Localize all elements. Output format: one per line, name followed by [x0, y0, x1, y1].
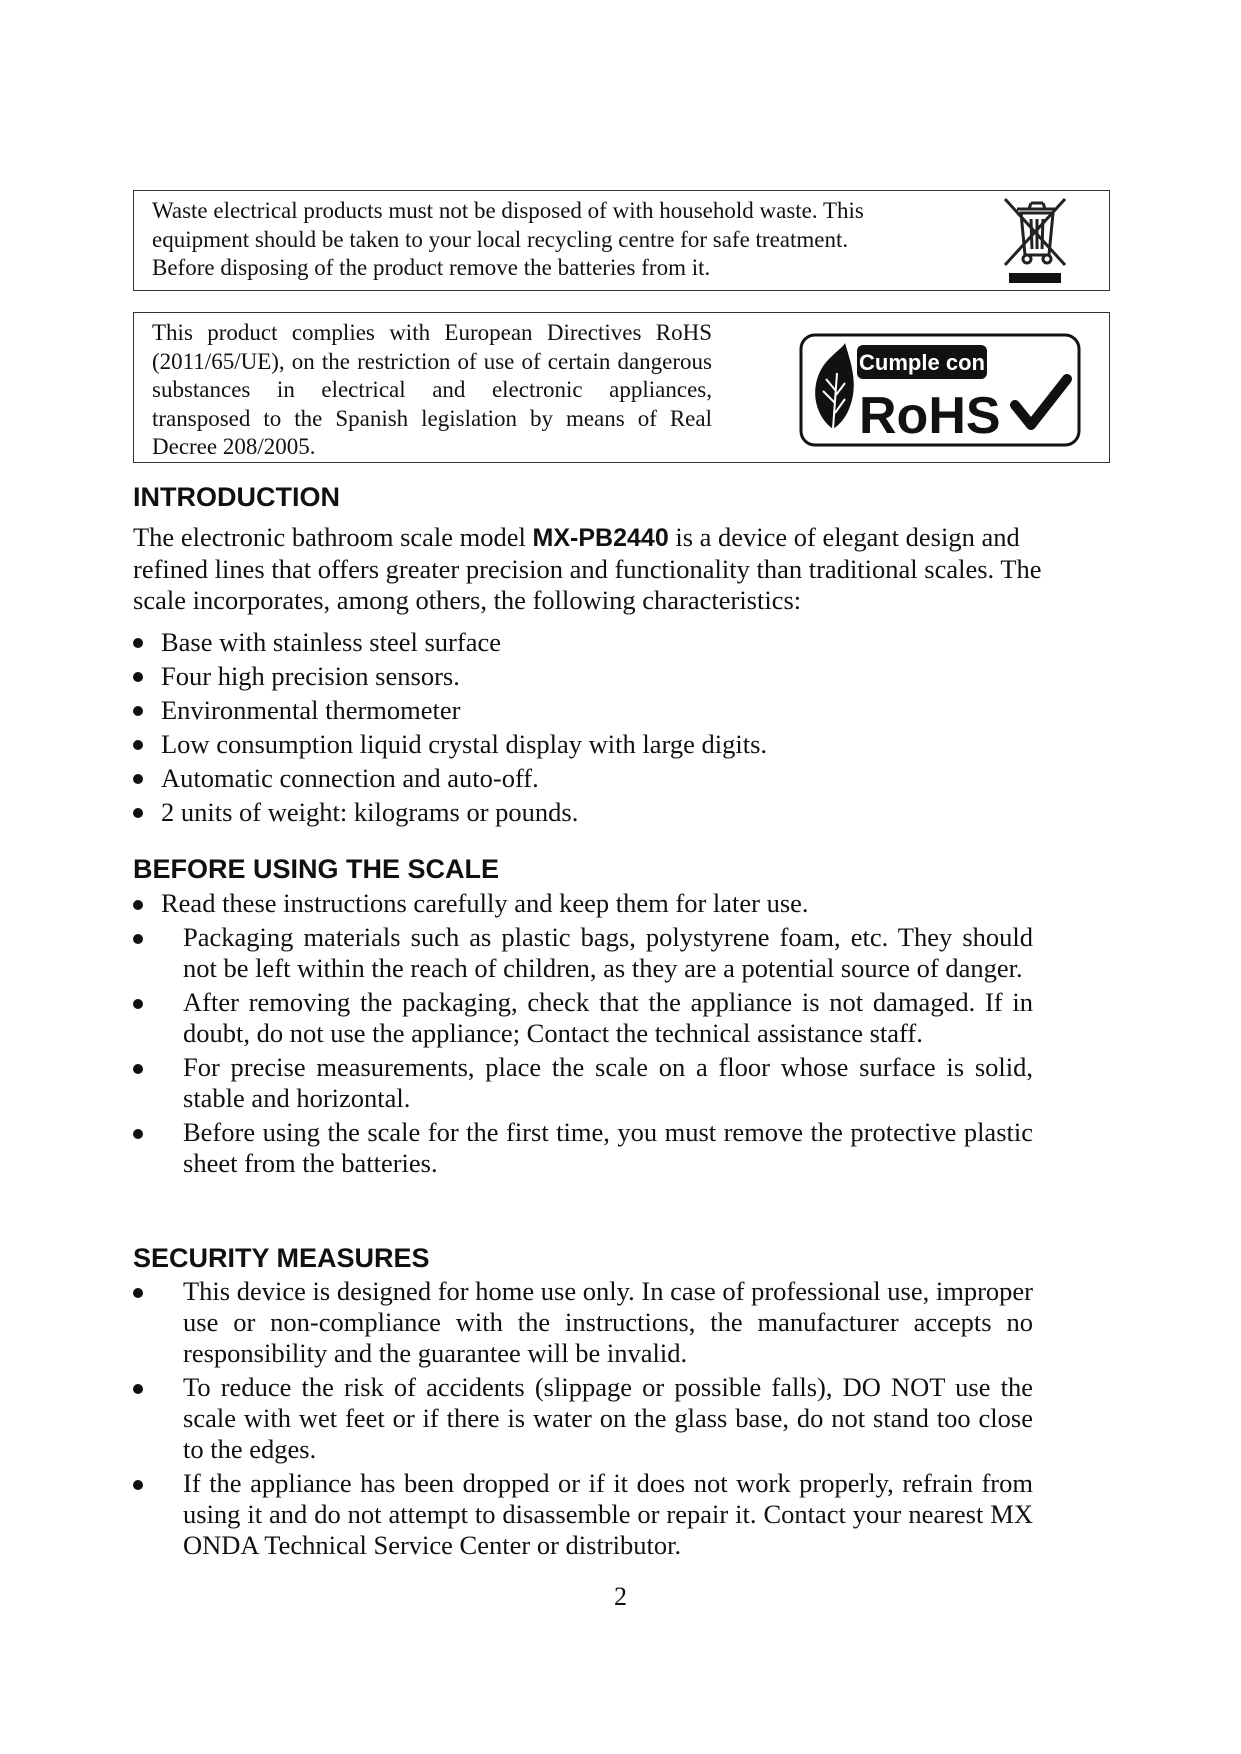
list-item: To reduce the risk of accidents (slippage or possible falls), DO NOT use the scale with wet feet or if there is water on the glass base, do not stand too close to the edges.: [133, 1372, 1033, 1465]
list-item: Read these instructions carefully and keep them for later use.: [133, 888, 1033, 919]
list-item: Four high precision sensors.: [133, 660, 1063, 694]
weee-notice-box: [133, 190, 1110, 291]
characteristics-list: [133, 626, 1063, 830]
list-item: Packaging materials such as plastic bags, polystyrene foam, etc. They should not be left within the reach of children, as they are a potential source of danger.: [133, 922, 1033, 984]
list-item: For precise measurements, place the scale on a floor whose surface is solid, stable and horizontal.: [133, 1052, 1033, 1114]
list-item: Low consumption liquid crystal display with large digits.: [133, 728, 1063, 762]
list-item: If the appliance has been dropped or if it does not work properly, refrain from using it and do not attempt to disassemble or repair it. Contact your nearest MX ONDA Technical Service Center or distributor.: [133, 1468, 1033, 1561]
list-item: After removing the packaging, check that the appliance is not damaged. If in doubt, do not use the appliance; Contact the technical assistance staff.: [133, 987, 1033, 1049]
page-number: 2: [614, 1582, 627, 1611]
list-item: 2 units of weight: kilograms or pounds.: [133, 796, 1063, 830]
list-item: Before using the scale for the first time, you must remove the protective plastic sheet from the batteries.: [133, 1117, 1033, 1179]
svg-text:RoHS: RoHS: [859, 387, 1001, 445]
introduction-heading: INTRODUCTION: [133, 482, 340, 512]
rohs-notice-box: [133, 312, 1110, 463]
crossed-out-bin-icon: [999, 195, 1071, 287]
rohs-logo: [799, 333, 1081, 447]
list-item: This device is designed for home use only. In case of professional use, improper use or non-compliance with the instructions, the manufacturer accepts no responsibility and the guarantee will be invalid.: [133, 1276, 1033, 1369]
model-number: MX-PB2440: [532, 524, 669, 552]
introduction-paragraph: The electronic bathroom scale model MX-PB2440 is a device of elegant design and refined lines that offers greater precision and functionality than traditional scales. The scale incorporates, among others, the following characteristics:: [133, 522, 1042, 615]
svg-text:Cumple con: Cumple con: [859, 350, 985, 375]
security-list: [133, 1276, 1033, 1564]
rohs-notice-text: This product complies with European Directives RoHS (2011/65/UE), on the restriction of use of certain dangerous substances in electrical and electronic appliances, transposed to the Spanish legislation by means of Real Decree 208/2005.: [152, 320, 712, 459]
list-item: Automatic connection and auto-off.: [133, 762, 1063, 796]
before-using-list: [133, 888, 1033, 1182]
list-item: Environmental thermometer: [133, 694, 1063, 728]
security-heading: SECURITY MEASURES: [133, 1243, 430, 1273]
before-using-heading: BEFORE USING THE SCALE: [133, 854, 500, 884]
weee-notice-text: Waste electrical products must not be disposed of with household waste. This equipment should be taken to your local recycling centre for safe treatment. Before disposing of the product remove the batteries from it.: [152, 198, 864, 280]
list-item: Base with stainless steel surface: [133, 626, 1063, 660]
